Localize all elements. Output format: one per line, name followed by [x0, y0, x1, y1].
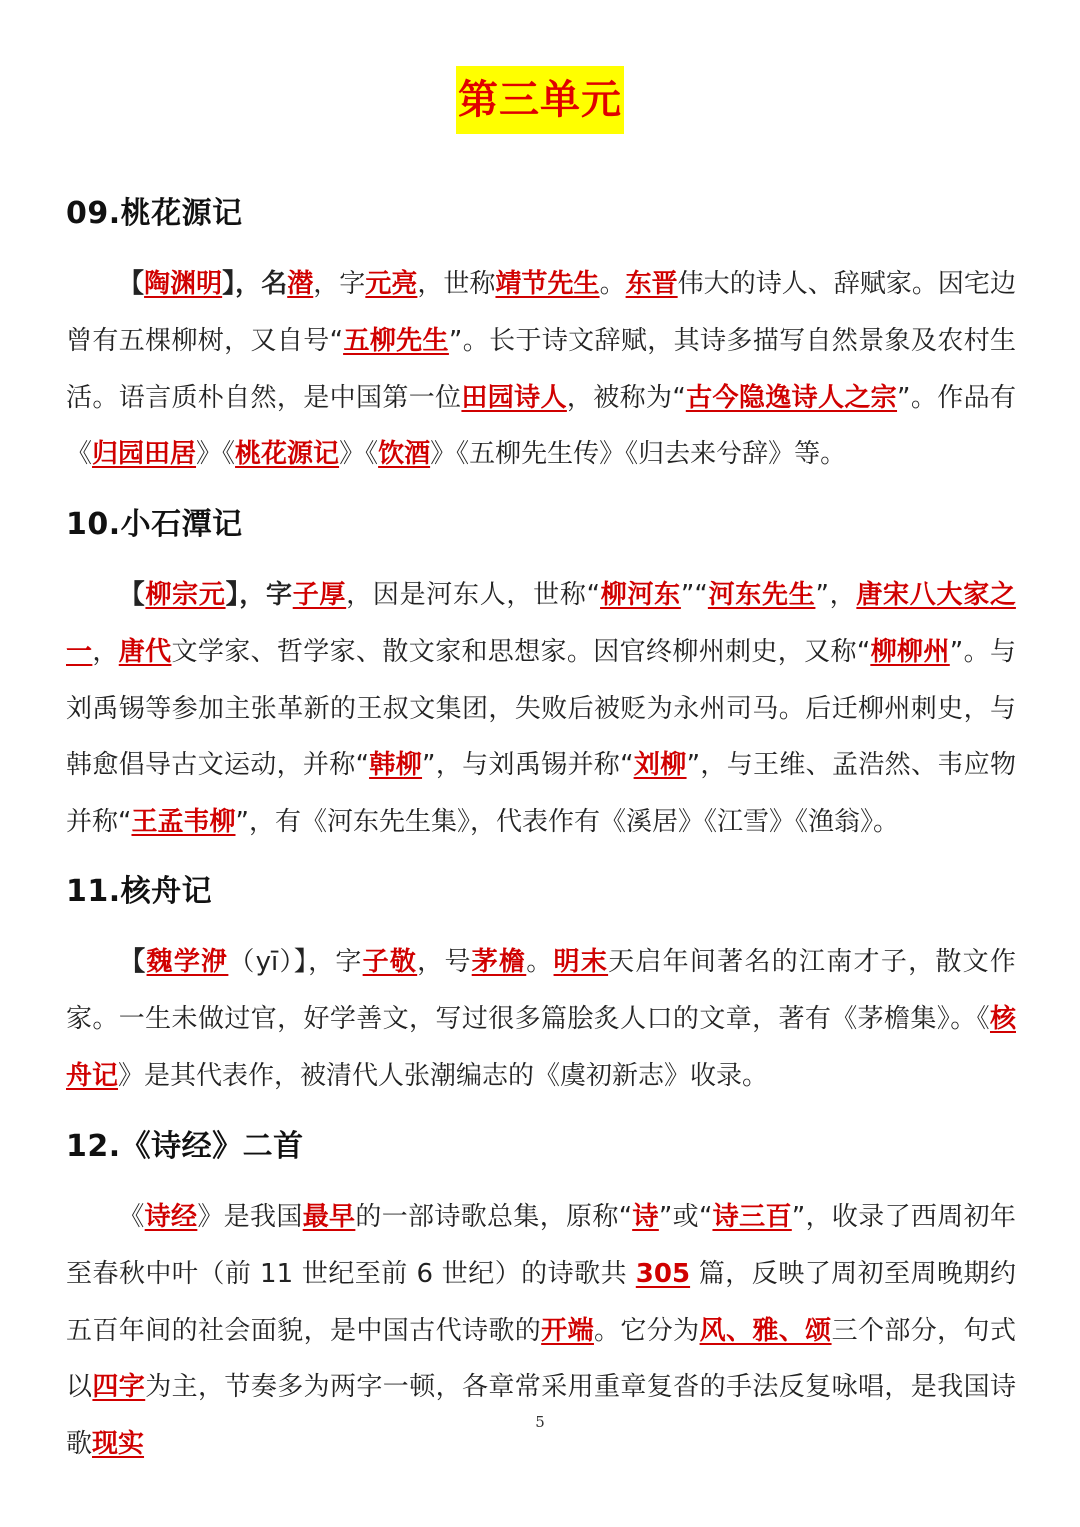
- section-heading: 09.桃花源记: [66, 196, 243, 231]
- paragraph-text: 《: [118, 1202, 145, 1232]
- highlighted-term: 诗三百: [712, 1202, 792, 1232]
- paragraph-text: 天启年间著名的江南才子，散文作家。一生未做过官，好学善文，写过很多篇脍炙人口的文章，著有《茅檐集》。《: [66, 947, 1016, 1034]
- paragraph-text: ”，有《河东先生集》，代表作有《溪居》《江雪》《渔翁》。: [235, 807, 899, 838]
- paragraph-text: 篇，反映了周初至周晚期约五百年间的社会面貌，是中国古代诗歌的: [66, 1258, 1017, 1346]
- paragraph-text: ”，收录了西周初年至春秋中叶（前 11 世纪至前 6 世纪）的诗歌共: [66, 1202, 1016, 1289]
- highlighted-term: 现实: [92, 1429, 145, 1460]
- paragraph-text: ，字: [313, 269, 366, 299]
- highlighted-term: 五柳先生: [343, 325, 449, 356]
- paragraph-text: 。: [526, 947, 554, 977]
- highlighted-term: 东晋: [625, 269, 678, 299]
- bracket-text: 】，名: [222, 269, 288, 299]
- section-heading: 11.核舟记: [66, 874, 213, 909]
- paragraph-text: ，被称为“: [566, 382, 686, 413]
- paragraph-text: 文学家、哲学家、散文家和思想家。因官终柳州刺史，又称“: [171, 636, 871, 667]
- highlighted-term: 靖节先生: [495, 269, 600, 299]
- highlighted-term: 诗: [632, 1202, 659, 1232]
- highlighted-term: 核舟记: [66, 1003, 1016, 1091]
- bracket-text: 【: [118, 947, 147, 977]
- highlighted-term: 刘柳: [633, 750, 687, 781]
- paragraph-text: ”或“: [658, 1202, 713, 1232]
- section-paragraph: [66, 256, 1016, 483]
- paragraph-text: ”，与王维、孟浩然、韦应物并称“: [66, 750, 1016, 838]
- highlighted-term: 唐宋八大家之一: [66, 580, 1016, 667]
- highlighted-term: 田园诗人: [461, 382, 567, 413]
- highlighted-term: 诗经: [144, 1202, 198, 1232]
- paragraph-text: ”。长于诗文辞赋，其诗多描写自然景象及农村生活。语言质朴自然，是中国第一位: [66, 325, 1016, 413]
- paragraph-text: 》是我国: [197, 1202, 303, 1232]
- paragraph-text: 伟大的诗人、辞赋家。因宅边曾有五棵柳树，又自号“: [66, 269, 1016, 356]
- paragraph-text: 》《: [339, 439, 379, 470]
- page-number: 5: [535, 1413, 545, 1431]
- highlighted-term: 柳河东: [600, 580, 681, 610]
- page-title: 第三单元: [456, 66, 624, 134]
- bracket-text: 】，字: [225, 580, 293, 610]
- paragraph-text: 》《五柳先生传》《归去来兮辞》等。: [430, 439, 847, 470]
- paragraph-text: ”。与刘禹锡等参加主张革新的王叔文集团，失败后被贬为永州司马。后迁柳州刺史，与韩愈倡导古文运动，并称“: [66, 636, 1016, 781]
- highlighted-term: 茅檐: [471, 947, 527, 977]
- highlighted-term: 陶渊明: [144, 269, 223, 299]
- paragraph-text: ”，与刘禹锡并称“: [422, 750, 634, 781]
- highlighted-term: 韩柳: [369, 750, 423, 781]
- paragraph-text: 。: [599, 269, 626, 299]
- paragraph-text: ，: [92, 636, 119, 667]
- paragraph-text: ”“: [680, 580, 708, 610]
- highlighted-term: 柳柳州: [870, 636, 950, 667]
- highlighted-term: 唐代: [118, 636, 172, 667]
- highlighted-term: 魏学洢: [146, 947, 229, 977]
- paragraph-text: 。它分为: [593, 1315, 700, 1346]
- bracket-text: 【: [118, 269, 145, 299]
- highlighted-term: 明末: [553, 947, 609, 977]
- highlighted-term: 元亮: [365, 269, 418, 299]
- paragraph-text: ，因是河东人，世称“: [346, 580, 601, 610]
- highlighted-term: 潜: [287, 269, 314, 299]
- page-title-wrap: [0, 66, 1080, 134]
- highlighted-term: 饮酒: [378, 439, 431, 470]
- paragraph-text: 》《: [196, 439, 236, 470]
- highlighted-term: 四字: [92, 1372, 146, 1403]
- paragraph-text: 的一部诗歌总集，原称“: [355, 1202, 633, 1232]
- highlighted-term: 子厚: [292, 580, 347, 610]
- highlighted-term: 河东先生: [707, 580, 816, 610]
- highlighted-term: 桃花源记: [235, 439, 340, 470]
- paragraph-text: （yī）】，字: [228, 947, 363, 977]
- highlighted-term: 开端: [541, 1315, 594, 1346]
- paragraph-text: ”。作品有《: [66, 382, 1016, 470]
- section-heading: 12.《诗经》二首: [66, 1129, 304, 1164]
- paragraph-text: 三个部分，句式以: [66, 1315, 1016, 1403]
- highlighted-term: 子敬: [362, 947, 418, 977]
- highlighted-term: 柳宗元: [145, 580, 226, 610]
- paragraph-text: 为主，节奏多为两字一顿，各章常采用重章复沓的手法反复咏唱，是我国诗歌: [66, 1372, 1016, 1460]
- section-paragraph: [66, 934, 1016, 1104]
- highlighted-term: 最早: [302, 1202, 356, 1232]
- paragraph-text: ，世称: [417, 269, 496, 299]
- highlighted-term: 王孟韦柳: [131, 807, 236, 838]
- highlighted-term: 归园田居: [92, 439, 197, 470]
- highlighted-term: 305: [635, 1258, 691, 1289]
- paragraph-text: ”，: [815, 580, 857, 610]
- paragraph-text: 》是其代表作，被清代人张潮编志的《虞初新志》收录。: [118, 1060, 769, 1091]
- section-heading: 10.小石潭记: [66, 507, 243, 542]
- paragraph-text: ，号: [417, 947, 472, 977]
- bracket-text: 【: [118, 580, 146, 610]
- section-paragraph: [66, 567, 1016, 851]
- highlighted-term: 古今隐逸诗人之宗: [685, 382, 898, 413]
- highlighted-term: 风、雅、颂: [699, 1315, 832, 1346]
